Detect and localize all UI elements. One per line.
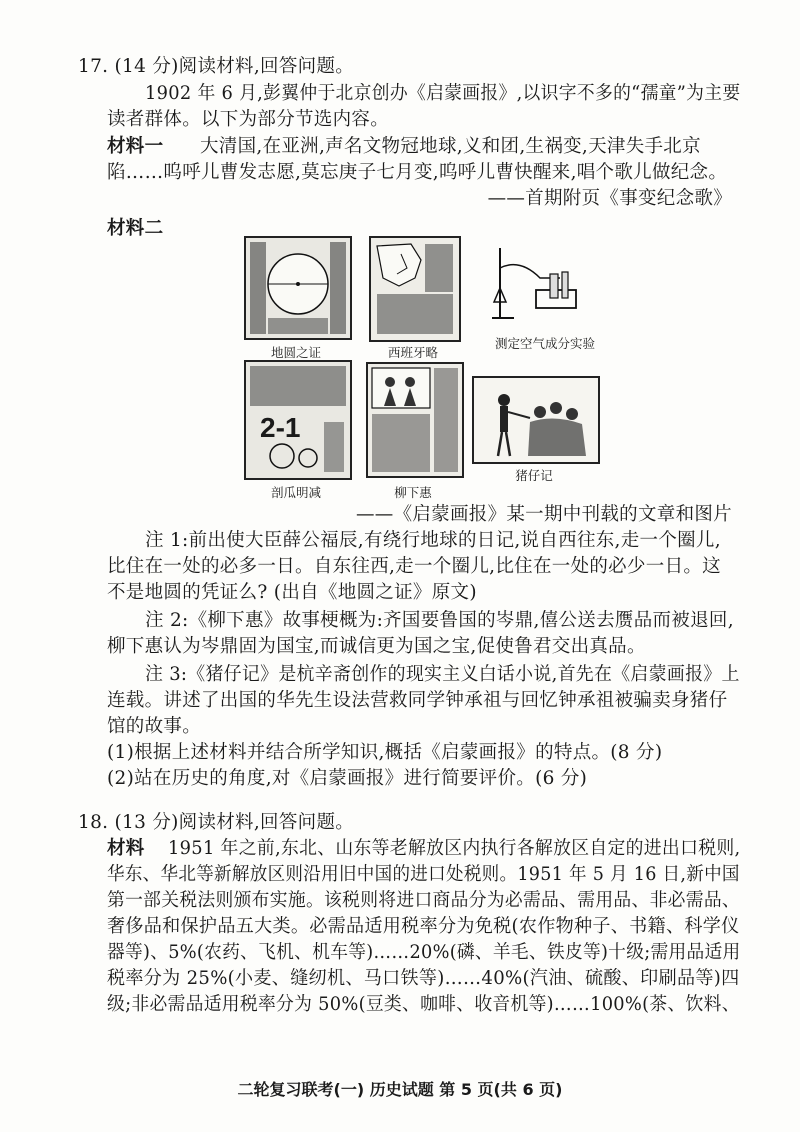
q18-line: 1951 年之前,东北、山东等老解放区内执行各解放区自定的进出口税则, (168, 838, 741, 859)
q18-line: 级;非必需品适用税率分为 50%(豆类、咖啡、收音机等)……100%(茶、饮料、 (107, 994, 740, 1015)
figures-illustration-icon (366, 362, 464, 478)
note-line: 连载。讲述了出国的华先生设法营救同学钟承祖与回忆钟承祖被骗卖身猪仔 (107, 690, 728, 711)
q18-line: 奢侈品和保护品五大类。必需品适用税率分为免税(农作物种子、书籍、科学仪 (107, 916, 740, 937)
note-line: 不是地圆的凭证么? (出自《地圆之证》原文) (107, 582, 477, 603)
image-caption: 西班牙略 (387, 345, 438, 360)
material2-source: ——《启蒙画报》某一期中刊载的文章和图片 (355, 504, 732, 525)
page-footer: 二轮复习联考(一) 历史试题 第 5 页(共 6 页) (237, 1080, 563, 1099)
q18-line: 税率分为 25%(小麦、缝纫机、马口铁等)……40%(汽油、硫酸、印刷品等)四 (107, 968, 740, 989)
note-line: 馆的故事。 (107, 716, 202, 737)
note-line: 注 1:前出使大臣薛公福辰,有绕行地球的日记,说自西往东,走一个圈儿, (145, 530, 721, 551)
material1-line: 大清国,在亚洲,声名文物冠地球,义和团,生祸变,天津失手北京 (200, 136, 701, 157)
material1-source: ——首期附页《事变纪念歌》 (487, 188, 732, 209)
material1-line: 陷……呜呼儿曹发志愿,莫忘庚子七月变,呜呼儿曹快醒来,唱个歌儿做纪念。 (107, 162, 728, 183)
note-line: 柳下惠认为岑鼎固为国宝,而诚信更为国之宝,促使鲁君交出真品。 (107, 636, 646, 657)
image-caption: 地圆之证 (270, 345, 321, 360)
q18-line: 第一部关税法则颁布实施。该税则将进口商品分为必需品、需用品、非必需品、 (107, 890, 741, 911)
question-item: (2)站在历史的角度,对《启蒙画报》进行简要评价。(6 分) (107, 768, 588, 789)
formula-label: 2-1 (260, 412, 301, 443)
crowd-scene-icon (472, 376, 600, 464)
q18-material-label: 材料 (107, 838, 145, 859)
question-item: (1)根据上述材料并结合所学知识,概括《启蒙画报》的特点。(8 分) (107, 742, 663, 763)
q17-intro-line: 1902 年 6 月,彭翼仲于北京创办《启蒙画报》,以识字不多的“孺童”为主要 (145, 83, 741, 104)
q18-line: 华东、华北等新解放区则沿用旧中国的进口处税则。1951 年 5 月 16 日,新中国 (107, 864, 740, 885)
note-line: 比住在一处的必多一日。自东往西,走一个圈儿,比住在一处的必少一日。这 (107, 556, 721, 577)
note-line: 注 3:《猪仔记》是杭辛斋创作的现实主义白话小说,首先在《启蒙画报》上 (145, 664, 740, 685)
image-caption: 猪仔记 (515, 468, 553, 483)
q17-intro-line: 读者群体。以下为部分节选内容。 (107, 109, 390, 130)
material2-label: 材料二 (107, 218, 164, 239)
image-caption: 测定空气成分实验 (494, 336, 595, 351)
q17-heading: 17. (14 分)阅读材料,回答问题。 (78, 56, 355, 77)
q18-line: 器等)、5%(农药、飞机、机车等)……20%(磷、羊毛、铁皮等)十级;需用品适用 (107, 942, 741, 963)
q18-heading: 18. (13 分)阅读材料,回答问题。 (78, 812, 355, 833)
note-line: 注 2:《柳下惠》故事梗概为:齐国要鲁国的岑鼎,僖公送去赝品而被退回, (145, 610, 734, 631)
lab-apparatus-icon (480, 238, 590, 328)
melon-subtraction-icon (244, 360, 352, 480)
globe-diagram-icon (244, 236, 352, 340)
material1-label: 材料一 (107, 136, 164, 157)
image-caption: 剖瓜明减 (270, 485, 321, 500)
map-illustration-icon (369, 236, 461, 342)
image-caption: 柳下惠 (394, 485, 432, 500)
